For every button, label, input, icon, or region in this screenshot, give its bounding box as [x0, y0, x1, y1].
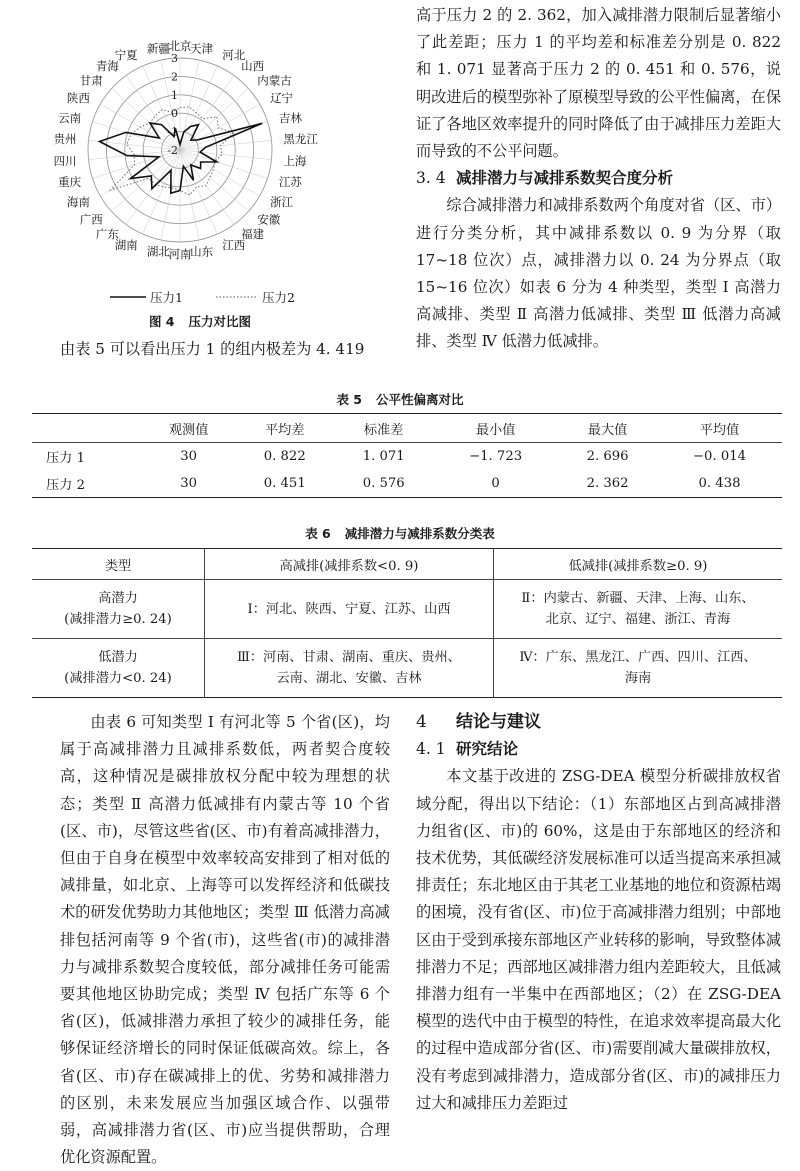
radar-chart [38, 30, 358, 310]
radar-category-label: 上海 [283, 153, 307, 168]
section-4-1-heading: 4. 1 研究结论 [416, 740, 519, 759]
table-cell: 压力 2 [46, 478, 85, 493]
radar-category-label: 海南 [66, 195, 90, 209]
radar-category-label: 重庆 [58, 175, 82, 190]
table-cell: Ⅳ：广东、黑龙江、广西、四川、江西、 海南 [519, 650, 757, 686]
radar-tick-label: -2 [167, 144, 178, 157]
table5-caption: 表 5 公平性偏离对比 [336, 392, 464, 407]
table-cell: 0 [491, 476, 500, 491]
table-cell: 30 [180, 449, 198, 464]
table5-header: 平均值 [657, 414, 782, 443]
radar-category-label: 河南 [168, 247, 192, 261]
radar-tick-labels [167, 52, 178, 157]
radar-category-label: 辽宁 [270, 91, 294, 105]
table-cell: 高潜力 (减排潜力≥0. 24) [32, 580, 205, 639]
radar-category-label: 四川 [53, 153, 77, 168]
radar-spoke [112, 88, 180, 150]
radar-category-label: 天津 [190, 41, 214, 56]
radar-category-label: 内蒙古 [257, 73, 292, 88]
radar-category-label: 江苏 [278, 175, 302, 190]
table6-header: 类型 [32, 549, 205, 580]
radar-category-label: 湖南 [114, 238, 138, 253]
radar-category-label: 湖北 [146, 244, 170, 259]
table-cell: Ⅱ：内蒙古、新疆、天津、上海、山东、 北京、辽宁、福建、浙江、青海 [494, 580, 783, 639]
radar-tick-label: -1 [167, 125, 178, 139]
table-cell: Ⅰ：河北、陕西、宁夏、江苏、山西 [205, 580, 494, 639]
table-cell: 低潜力 (减排潜力<0. 24) [32, 639, 205, 698]
radar-category-label: 新疆 [146, 41, 170, 56]
table-cell: 0. 822 [263, 449, 306, 464]
radar-category-label: 广东 [95, 227, 119, 242]
table-cell: 0. 451 [263, 476, 306, 491]
section-4-heading: 4 结论与建议 [416, 712, 541, 732]
table-cell: 1. 071 [362, 449, 405, 464]
radar-tick-label: 3 [171, 52, 178, 65]
radar-tick-label: 1 [171, 88, 178, 102]
table-cell: −1. 723 [469, 449, 523, 464]
figure-caption-number: 图 4 [148, 314, 175, 329]
table5 [32, 413, 782, 498]
table-cell: 2. 696 [586, 449, 629, 464]
radar-category-label: 黑龙江 [283, 132, 318, 147]
table6-header: 低减排(减排系数≥0. 9) [494, 549, 783, 580]
table-cell: Ⅲ：河南、甘肃、湖南、重庆、贵州、 云南、湖北、安徽、吉林 [205, 639, 494, 698]
radar-category-labels [54, 39, 319, 261]
radar-spoke [180, 150, 248, 212]
radar-category-label: 贵州 [53, 132, 77, 147]
radar-category-label: 江西 [222, 238, 246, 253]
table5-header: 最小值 [433, 414, 558, 443]
radar-category-label: 安徽 [257, 212, 281, 227]
table5-header: 平均差 [235, 414, 334, 443]
left-bottom-paragraph: 由表 6 可知类型 Ⅰ 有河北等 5 个省(区)，均属于高减排潜力且减排系数低，两者契合度较高，这种情况是碳排放权分配中较为理想的状态；类型 Ⅱ 高潜力低减排有内蒙古等 10 个省(区、市)，尽管这些省(区、市)有着高减排潜力，但由于自身在模型中效率较高安排到了相对低的减排量，如北京、上海等可以发挥经济和低碳技术的研发优势助力其他地区；类型 Ⅲ 低潜力高减排包括河南等 9 个省(市)，这些省(市)的减排潜力与减排系数契合度较低，部分减排任务可能需要其他地区协助完成；类型 Ⅳ 包括广东等 6 个省(区)，低减排潜力承担了较少的减排任务，能够保证经济增长的同时保证低碳高效。综上，各省(区、市)存在碳减排上的优、劣势和减排潜力的区别，未来发展应当加强区域合作、以强带弱，高减排潜力省(区、市)应当提供帮助，合理优化资源配置。 [60, 713, 390, 1167]
table-cell: 30 [180, 476, 198, 491]
left-bottom-column [60, 709, 390, 1171]
table-row [32, 580, 782, 639]
table-cell: −0. 014 [693, 449, 746, 464]
section-3-4-paragraph: 综合减排潜力和减排系数两个角度对省（区、市）进行分类分析，其中减排系数以 0. 9 为分界（取 17~18 位次）点，减排潜力以 0. 24 为分界点（取 15~16 位次）如表 6 分为 4 种类型，类型 Ⅰ 高潜力高减排、类型 Ⅱ 高潜力低减排、类型 Ⅲ 低潜力高减排、类型 Ⅳ 低潜力低减排。 [416, 196, 781, 351]
table-cell: 2. 362 [586, 476, 629, 491]
section-4-1-paragraph: 本文基于改进的 ZSG-DEA 模型分析碳排放权省域分配，得出以下结论：（1）东部地区占到高减排潜力组省(区、市)的 60%，这是由于东部地区的经济和技术优势，其低碳经济发展标准可以适当提高来承担减排责任；东北地区由于其老工业基地的地位和资源枯竭的困境，没有省(区、市)位于高减排潜力组别；中部地区由于受到承接东部地区产业转移的影响，导致整体减排潜力不足；西部地区减排潜力组内差距较大，且低减排潜力组有一半集中在西部地区；（2）在 ZSG-DEA 模型的迭代中由于模型的特性，在追求效率提高最大化的过程中造成部分省(区、市)需要削减大量碳排放权，没有考虑到减排潜力，造成部分省(区、市)的减排压力过大和减排压力差距过 [416, 767, 781, 1112]
radar-category-label: 浙江 [270, 195, 294, 209]
radar-category-label: 云南 [58, 110, 82, 125]
right-top-column [416, 2, 781, 356]
figure-caption [60, 312, 340, 330]
table5-header: 观测值 [142, 414, 235, 443]
table-row [32, 639, 782, 698]
radar-category-label: 福建 [241, 227, 265, 242]
figure-caption-text: 压力对比图 [188, 314, 252, 329]
table6-header: 高减排(减排系数<0. 9) [205, 549, 494, 580]
legend-label-pressure1: 压力1 [150, 290, 183, 305]
table-cell: 0. 576 [362, 476, 405, 491]
table-row [32, 470, 782, 498]
radar-category-label: 吉林 [278, 110, 302, 125]
table5-header [32, 414, 142, 443]
radar-category-label: 青海 [95, 58, 119, 73]
table-row [32, 443, 782, 471]
radar-category-label: 河北 [222, 47, 246, 62]
legend-label-pressure2: 压力2 [262, 290, 295, 305]
table5-header: 最大值 [558, 414, 657, 443]
table6-header-row [32, 549, 782, 580]
table6-caption: 表 6 减排潜力与减排系数分类表 [305, 526, 495, 541]
radar-category-label: 甘肃 [79, 73, 103, 88]
radar-category-label: 山西 [241, 58, 265, 73]
radar-tick-label: 2 [171, 70, 178, 84]
left-top-paragraph: 由表 5 可以看出压力 1 的组内极差为 4. 419 [60, 340, 365, 358]
chart-legend [108, 286, 368, 308]
radar-category-label: 山东 [190, 244, 214, 259]
radar-tick-label: 0 [171, 107, 178, 121]
radar-category-label: 广西 [79, 212, 103, 227]
section-3-4-heading: 3. 4 减排潜力与减排系数契合度分析 [416, 169, 674, 188]
radar-category-label: 陕西 [66, 91, 90, 105]
radar-spoke [112, 150, 180, 212]
radar-category-label: 宁夏 [114, 47, 138, 62]
right-bottom-column [416, 709, 781, 1117]
right-top-paragraph: 高于压力 2 的 2. 362，加入减排潜力限制后显著缩小了此差距；压力 1 的平均差和标准差分别是 0. 822 和 1. 071 显著高于压力 2 的 0. 451 和 0. 576，说明改进后的模型弥补了原模型导致的公平性偏离，在保证了各地区效率提升的同时降低了由于减排压力差距大而导致的不公平问题。 [416, 6, 781, 161]
table5-header: 标准差 [334, 414, 433, 443]
table-cell: 压力 1 [46, 451, 85, 466]
table-cell: 0. 438 [698, 476, 741, 491]
table5-header-row [32, 414, 782, 443]
table6 [32, 548, 782, 698]
radar-category-label: 北京 [168, 39, 192, 53]
